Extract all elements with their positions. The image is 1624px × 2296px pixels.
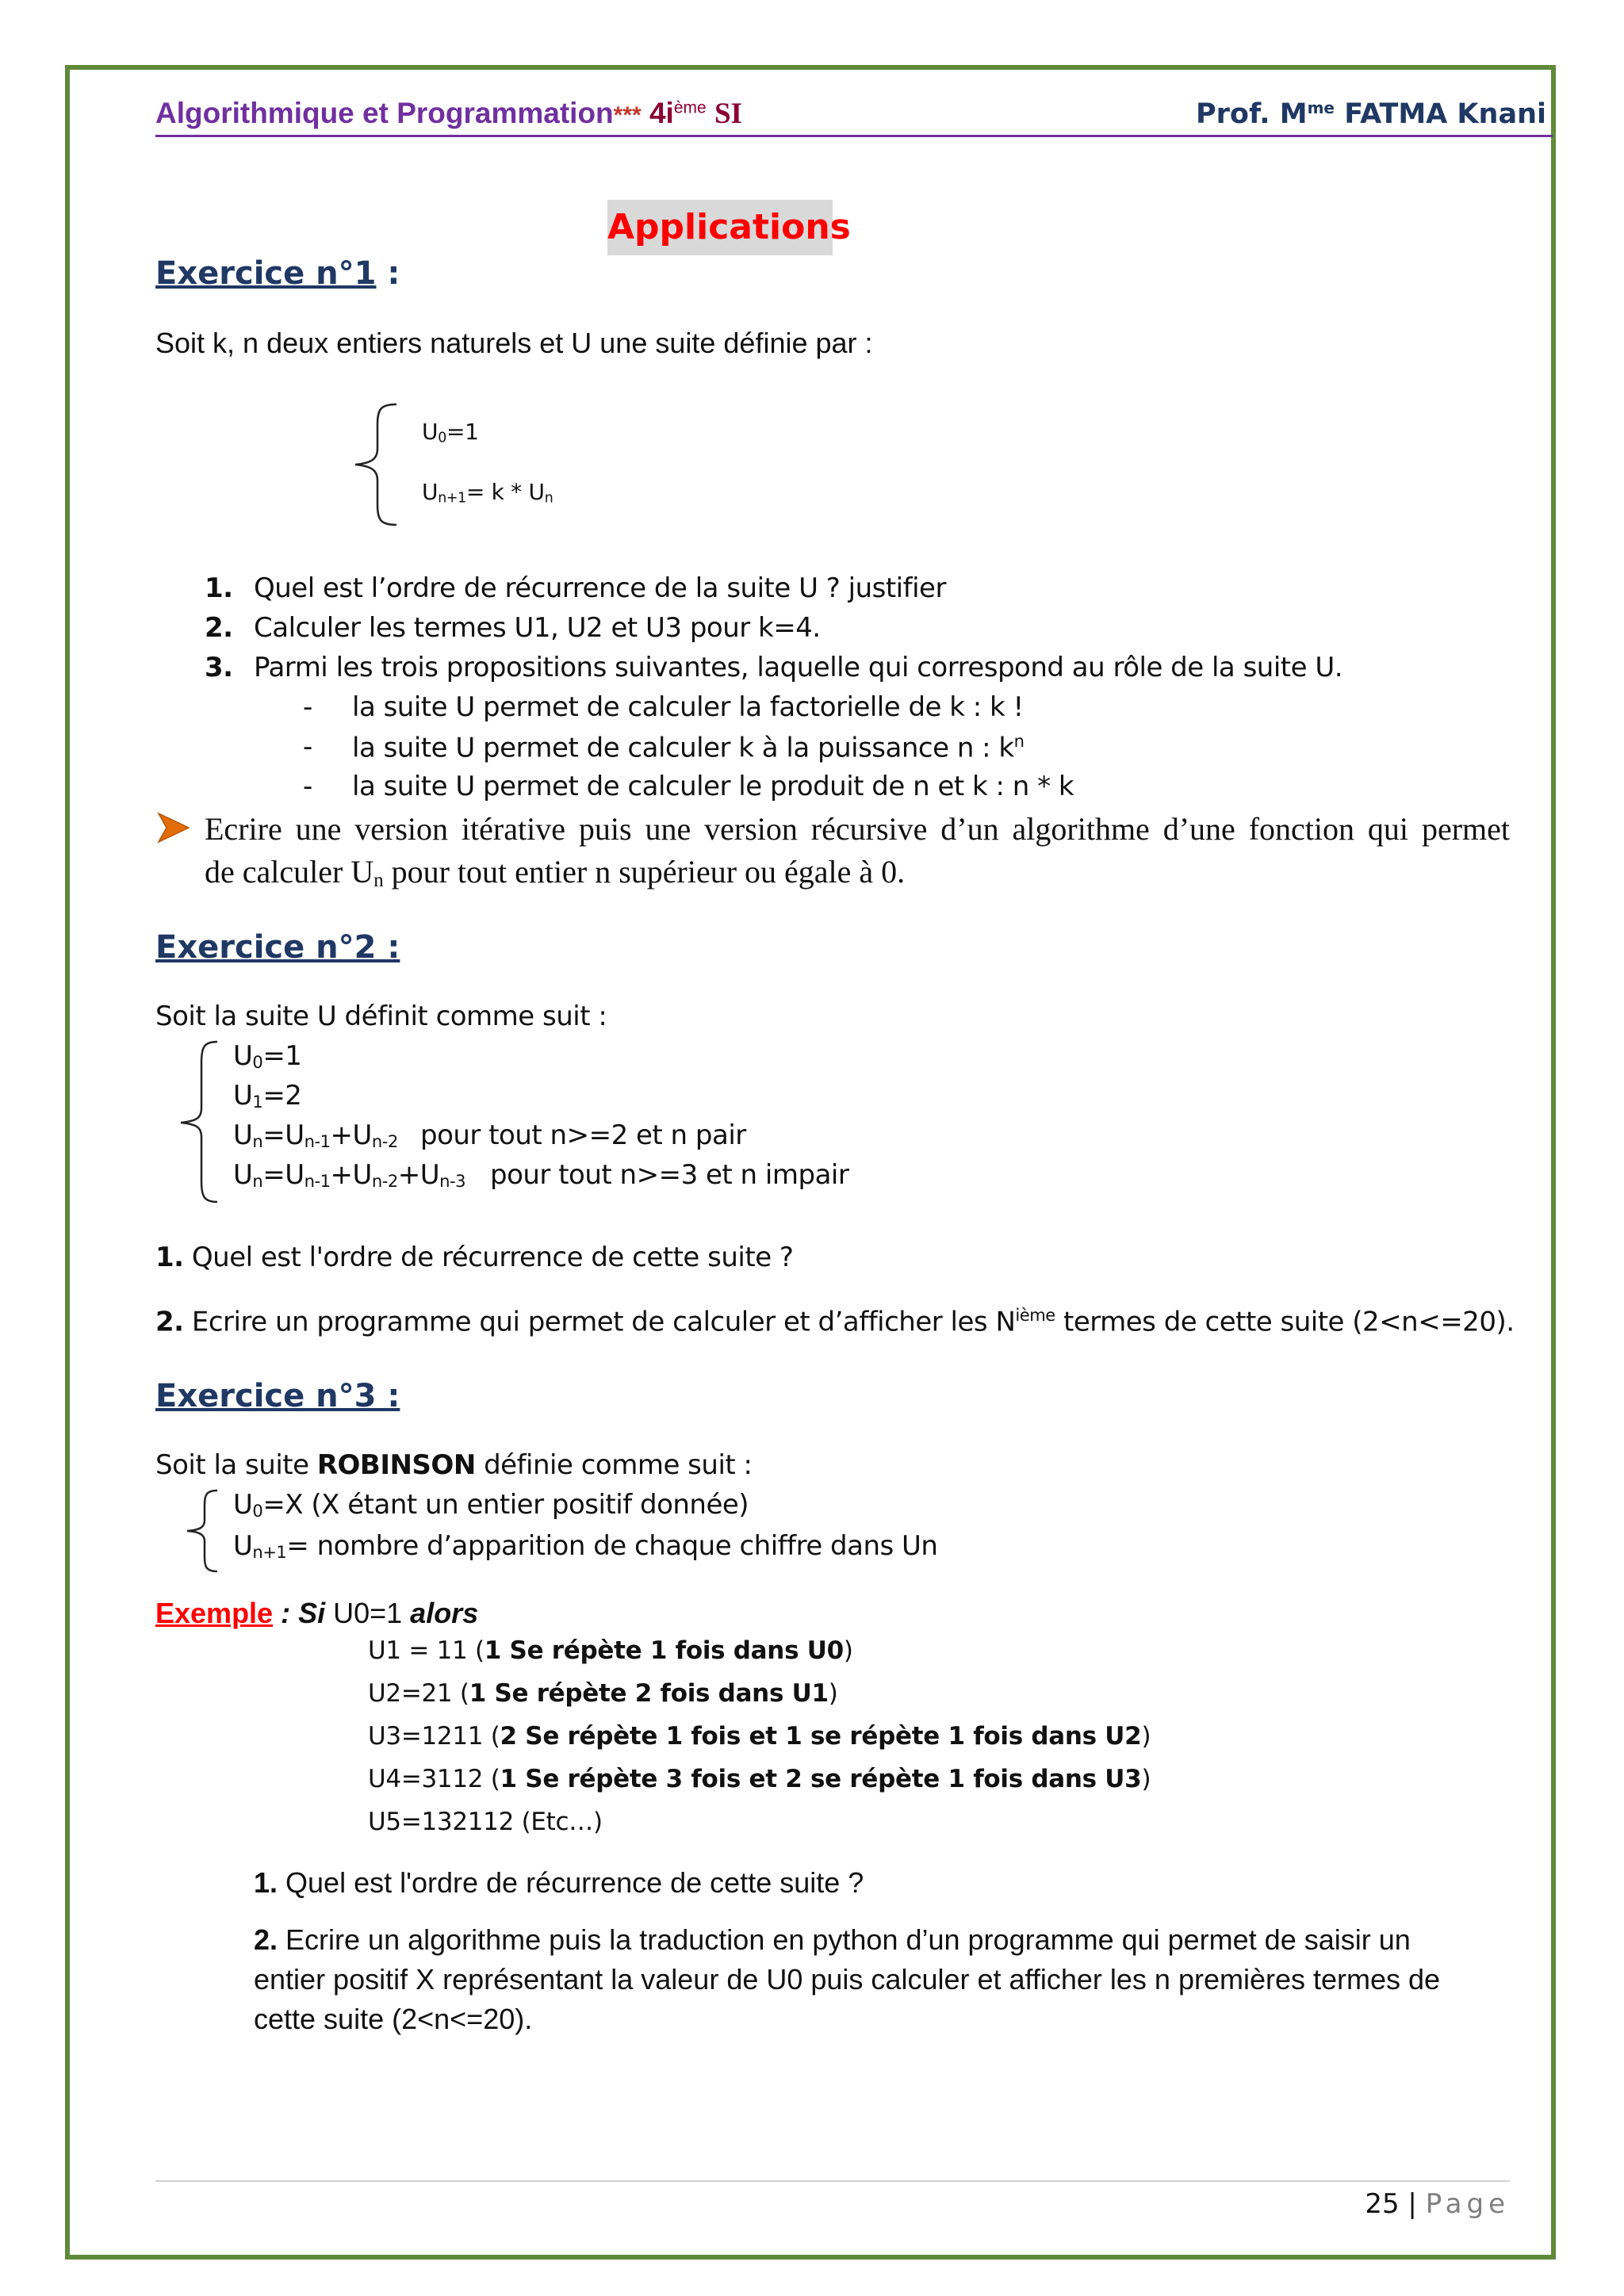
course-title: Algorithmique et Programmation*** $4i^{ème}$ SI [155, 97, 742, 130]
exercise-3-heading: Exercice n°3 : [155, 1378, 400, 1414]
page-title: Applications [607, 200, 833, 255]
question-2: 2. [205, 612, 233, 644]
ex2-line-even: $U_n=U_{n-1}+U_{n-2}$ [233, 1119, 398, 1152]
question-3: 3. [205, 652, 233, 683]
example-line: Exemple : Si U0=1 alors [155, 1597, 479, 1629]
exercise-1-heading: Exercice n°1 : [155, 255, 400, 292]
question-2-text: Calculer les termes U1, U2 et U3 pour k=4. [254, 612, 821, 644]
option-1: la suite U permet de calculer la factorielle de k : k ! [352, 691, 1024, 723]
left-brace [349, 401, 404, 528]
option-dash: - [303, 771, 312, 802]
header-rule [155, 135, 1553, 137]
page-number: 25 | Page [1365, 2188, 1510, 2220]
arrow-bullet-icon [155, 810, 192, 845]
exercise-1-intro: Soit k, n deux entiers naturels et U une suite définie par : [155, 327, 873, 359]
ex2-line-odd-condition: pour tout n>=3 et n impair [490, 1159, 849, 1191]
left-brace [182, 1487, 222, 1575]
question-3-text: Parmi les trois propositions suivantes, laquelle qui correspond au rôle de la suite U. [254, 652, 1343, 683]
ex2-question-2: 2. Ecrire un programme qui permet de calculer et d’afficher les $N^{ième}$ termes de cette suite (2<n<=20). [155, 1305, 1515, 1338]
ex3-line-un1: $U_{n+1}=$ nombre d’apparition de chaque chiffre dans Un [233, 1530, 938, 1563]
option-2: la suite U permet de calculer k à la puissance n : $k^n$ [352, 731, 1025, 764]
exercise-3-intro: Soit la suite ROBINSON définie comme suit : [155, 1449, 753, 1481]
question-1: 1. [205, 572, 233, 604]
exercise-2-intro: Soit la suite U définit comme suit : [155, 1001, 607, 1032]
ex3-question-2-line-1: 2. Ecrire un algorithme puis la traduction en python d’un programme qui permet de saisir un [254, 1923, 1411, 1956]
ex2-line-odd: $U_n=U_{n-1}+U_{n-2}+U_{n-3}$ [233, 1159, 466, 1192]
professor-name: Prof. $M^{me}$ FATMA Knani [1196, 98, 1546, 130]
sequence-recurrence: $U_{n+1}= k * U_n$ [422, 479, 553, 507]
option-dash: - [303, 731, 312, 763]
ex2-line-even-condition: pour tout n>=2 et n pair [420, 1119, 746, 1151]
option-dash: - [303, 691, 312, 723]
task-line-1: Ecrire une version itérative puis une version récursive d’un algorithme d’une fonction qui permet [205, 811, 1510, 847]
ex3-question-2-line-2: entier positif X représentant la valeur de U0 puis calculer et afficher les n premières termes de [254, 1963, 1441, 1996]
option-3: la suite U permet de calculer le produit de n et k : n * k [352, 771, 1074, 802]
example-u1: U1 = 11 (1 Se répète 1 fois dans U0) [368, 1636, 853, 1665]
ex2-line-u1: $U_1=2$ [233, 1080, 302, 1112]
ex2-line-u0: $U_0=1$ [233, 1040, 302, 1073]
example-u2: U2=21 (1 Se répète 2 fois dans U1) [368, 1679, 838, 1708]
ex3-line-u0: $U_0=X$ (X étant un entier positif donnée) [233, 1489, 749, 1521]
example-u5: U5=132112 (Etc…) [368, 1808, 603, 1836]
example-u3: U3=1211 (2 Se répète 1 fois et 1 se répète 1 fois dans U2) [368, 1722, 1151, 1751]
ex3-question-1: 1. Quel est l'ordre de récurrence de cette suite ? [254, 1866, 864, 1899]
task-line-2: de calculer $U_n$ pour tout entier n supérieur ou égale à 0. [205, 854, 906, 891]
ex2-question-1: 1. Quel est l'ordre de récurrence de cette suite ? [155, 1242, 794, 1273]
sequence-initial-term: $U_0=1$ [422, 419, 479, 446]
ex3-question-2-line-3: cette suite (2<n<=20). [254, 2003, 533, 2035]
exercise-2-heading: Exercice n°2 : [155, 929, 400, 966]
question-1-text: Quel est l’ordre de récurrence de la suite U ? justifier [254, 572, 946, 604]
footer-rule [155, 2180, 1510, 2182]
left-brace [176, 1039, 224, 1205]
example-u4: U4=3112 (1 Se répète 3 fois et 2 se répète 1 fois dans U3) [368, 1765, 1151, 1793]
